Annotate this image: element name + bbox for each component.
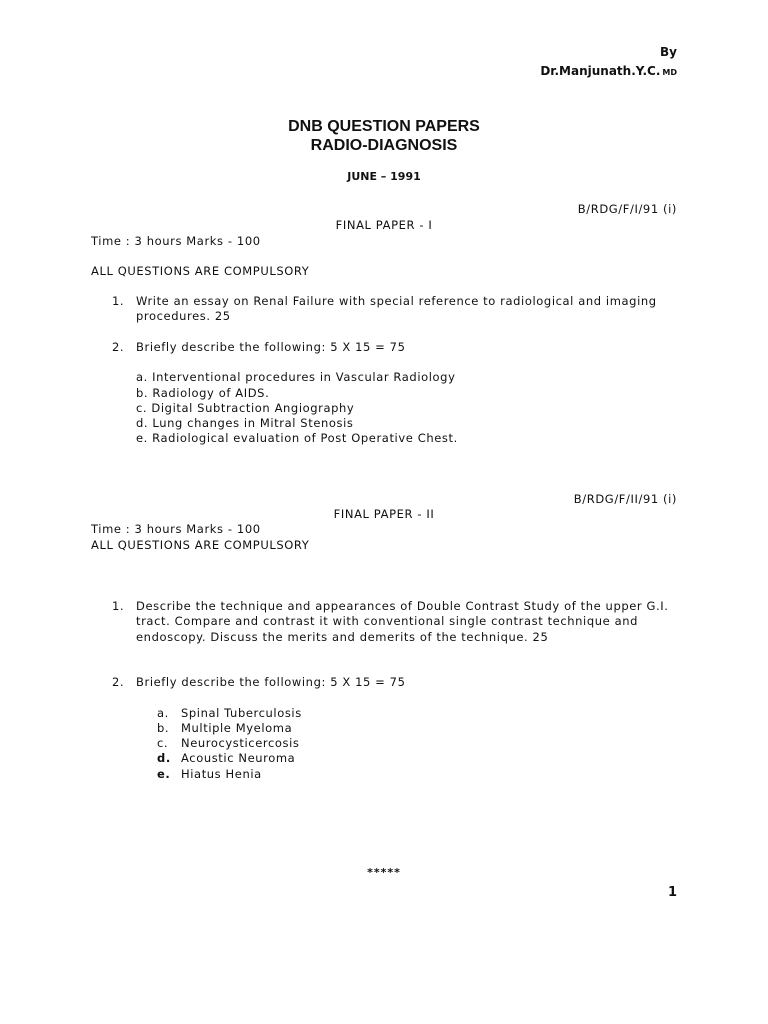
paper1-time: Time : 3 hours Marks - 100 [91, 234, 261, 248]
page-number: 1 [667, 885, 677, 900]
paper1-item-b: b. Radiology of AIDS. [136, 386, 270, 400]
paper1-code: B/RDG/F/I/91 (i) [577, 202, 677, 216]
paper2-item-e-letter: e. [157, 767, 171, 781]
paper1-q1-number: 1. [112, 294, 125, 308]
paper1-item-c: c. Digital Subtraction Angiography [136, 401, 355, 415]
paper2-heading: FINAL PAPER - II [333, 507, 435, 521]
exam-date: JUNE – 1991 [347, 170, 421, 183]
document-subtitle: RADIO-DIAGNOSIS [310, 137, 458, 154]
paper1-item-a: a. Interventional procedures in Vascular Radiology [136, 370, 456, 384]
paper2-item-d-letter: d. [157, 751, 171, 765]
paper1-item-d: d. Lung changes in Mitral Stenosis [136, 416, 354, 430]
paper2-q2-text: Briefly describe the following: 5 X 15 = 75 [136, 675, 406, 689]
paper1-heading: FINAL PAPER - I [335, 218, 433, 232]
paper1-instruction: ALL QUESTIONS ARE COMPULSORY [91, 264, 310, 278]
author-name [540, 64, 677, 78]
paper2-q1-line2: tract. Compare and contrast it with conventional single contrast technique and [136, 614, 639, 628]
paper2-q1-line1: Describe the technique and appearances of Double Contrast Study of the upper G.I. [136, 599, 669, 613]
paper2-q2-number: 2. [112, 675, 125, 689]
paper2-item-c-letter: c. [157, 736, 169, 750]
paper1-q2-text: Briefly describe the following: 5 X 15 = 75 [136, 340, 406, 354]
paper1-item-e: e. Radiological evaluation of Post Operative Chest. [136, 431, 458, 445]
paper1-q1-line2: procedures. 25 [136, 309, 231, 323]
end-separator: ***** [367, 866, 401, 879]
paper2-item-c: Neurocysticercosis [181, 736, 300, 750]
paper2-code: B/RDG/F/II/91 (i) [573, 492, 677, 506]
paper2-item-d: Acoustic Neuroma [181, 751, 296, 765]
paper1-q2-number: 2. [112, 340, 125, 354]
document-title: DNB QUESTION PAPERS [288, 118, 480, 135]
author-by-label: By [660, 45, 677, 59]
paper2-item-e: Hiatus Henia [181, 767, 262, 781]
author-degree: MD [662, 68, 677, 77]
paper2-item-b: Multiple Myeloma [181, 721, 293, 735]
paper2-item-a: Spinal Tuberculosis [181, 706, 302, 720]
paper2-q1-line3: endoscopy. Discuss the merits and demerits of the technique. 25 [136, 630, 549, 644]
paper2-item-b-letter: b. [157, 721, 170, 735]
paper2-q1-number: 1. [112, 599, 125, 613]
paper2-time: Time : 3 hours Marks - 100 [91, 522, 261, 536]
paper1-q1-line1: Write an essay on Renal Failure with special reference to radiological and imaging [136, 294, 657, 308]
paper2-item-a-letter: a. [157, 706, 169, 720]
author-name-text: Dr.Manjunath.Y.C. [540, 64, 661, 78]
paper2-instruction: ALL QUESTIONS ARE COMPULSORY [91, 538, 310, 552]
